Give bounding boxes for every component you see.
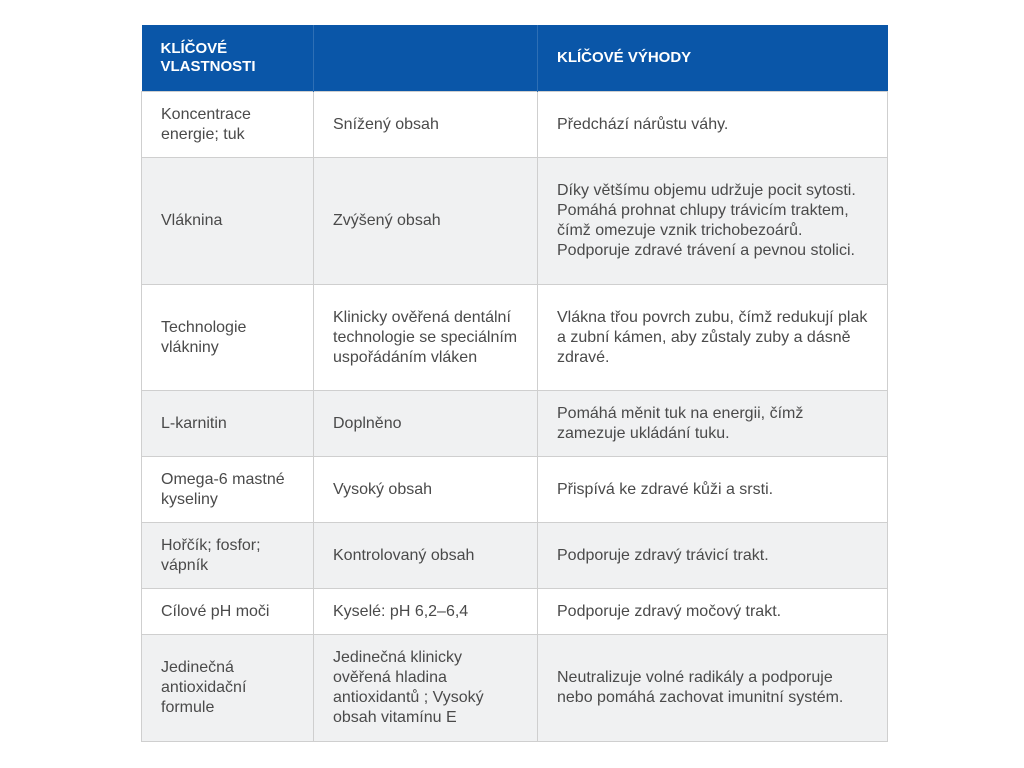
value-cell: Kyselé: pH 6,2–6,4 — [314, 589, 538, 635]
table-row — [142, 635, 888, 742]
value-cell: Vysoký obsah — [314, 457, 538, 523]
table-row — [142, 391, 888, 457]
value-cell: Doplněno — [314, 391, 538, 457]
benefit-cell: Přispívá ke zdravé kůži a srsti. — [538, 457, 888, 523]
feature-cell: Vláknina — [142, 158, 314, 285]
table-row — [142, 92, 888, 158]
feature-cell: Koncentrace energie; tuk — [142, 92, 314, 158]
feature-cell: L-karnitin — [142, 391, 314, 457]
benefit-cell: Pomáhá měnit tuk na energii, čímž zamezuje ukládání tuku. — [538, 391, 888, 457]
value-cell: Zvýšený obsah — [314, 158, 538, 285]
benefit-cell: Neutralizuje volné radikály a podporuje nebo pomáhá zachovat imunitní systém. — [538, 635, 888, 742]
feature-cell: Hořčík; fosfor; vápník — [142, 523, 314, 589]
value-cell: Kontrolovaný obsah — [314, 523, 538, 589]
benefit-cell: Podporuje zdravý močový trakt. — [538, 589, 888, 635]
table-row — [142, 589, 888, 635]
header-key-features: KLÍČOVÉ VLASTNOSTI — [142, 25, 314, 92]
value-cell: Snížený obsah — [314, 92, 538, 158]
feature-cell: Cílové pH moči — [142, 589, 314, 635]
benefit-cell: Díky většímu objemu udržuje pocit sytosti. Pomáhá prohnat chlupy trávicím traktem, čímž omezuje vznik trichobezoárů. Podporuje zdravé trávení a pevnou stolici. — [538, 158, 888, 285]
table-row — [142, 523, 888, 589]
table-body — [142, 92, 888, 742]
table-row — [142, 285, 888, 391]
table-row — [142, 457, 888, 523]
table-header — [142, 25, 888, 92]
header-row — [142, 25, 888, 92]
feature-cell: Technologie vlákniny — [142, 285, 314, 391]
feature-benefit-table — [141, 25, 888, 742]
benefit-cell: Podporuje zdravý trávicí trakt. — [538, 523, 888, 589]
header-values — [314, 25, 538, 92]
value-cell: Jedinečná klinicky ověřená hladina antioxidantů ; Vysoký obsah vitamínu E — [314, 635, 538, 742]
value-cell: Klinicky ověřená dentální technologie se speciálním uspořádáním vláken — [314, 285, 538, 391]
table-row — [142, 158, 888, 285]
benefit-cell: Vlákna třou povrch zubu, čímž redukují plak a zubní kámen, aby zůstaly zuby a dásně zdravé. — [538, 285, 888, 391]
header-key-benefits: KLÍČOVÉ VÝHODY — [538, 25, 888, 92]
benefit-cell: Předchází nárůstu váhy. — [538, 92, 888, 158]
feature-cell: Omega-6 mastné kyseliny — [142, 457, 314, 523]
feature-cell: Jedinečná antioxidační formule — [142, 635, 314, 742]
feature-table-container — [141, 25, 887, 742]
